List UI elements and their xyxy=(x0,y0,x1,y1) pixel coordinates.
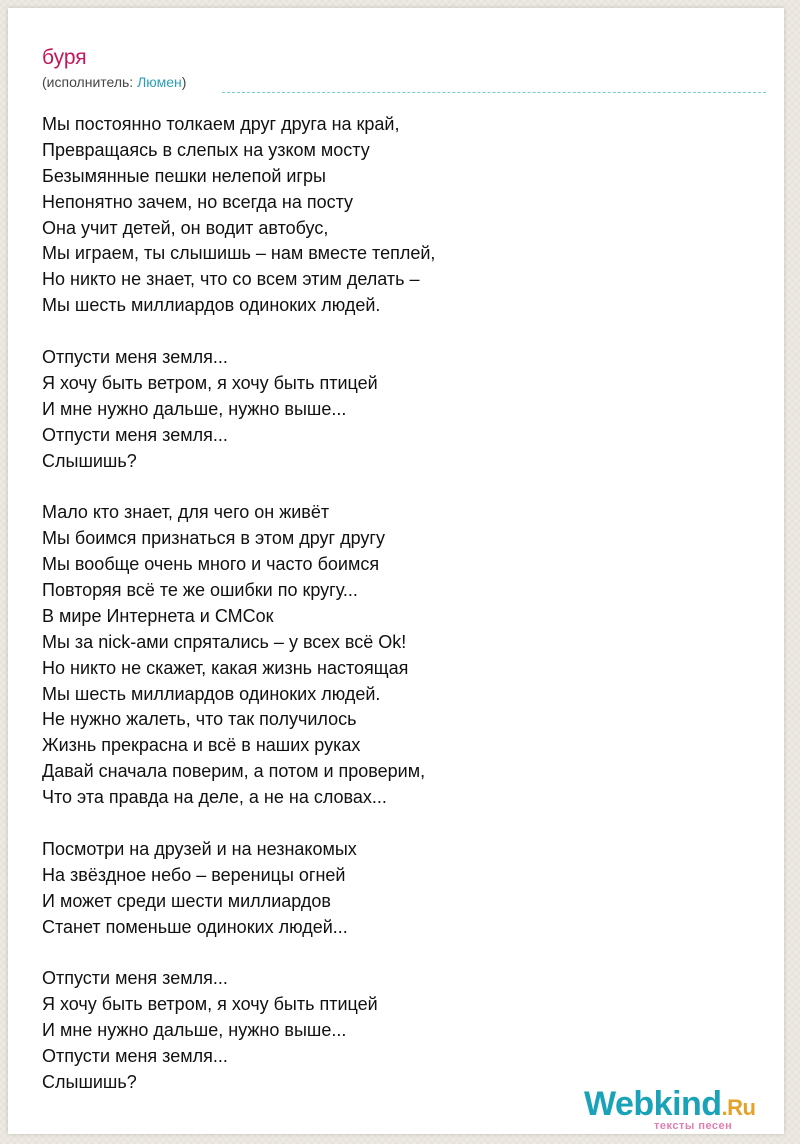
lyric-line: Безымянные пешки нелепой игры xyxy=(42,165,326,186)
lyric-line: Посмотри на друзей и на незнакомых xyxy=(42,838,357,859)
logo-tld: .Ru xyxy=(721,1095,756,1120)
header-divider xyxy=(222,92,766,93)
lyric-line: Станет поменьше одиноких людей... xyxy=(42,916,348,937)
lyric-line: И мне нужно дальше, нужно выше... xyxy=(42,1020,347,1041)
lyric-line: Отпусти меня земля... xyxy=(42,424,228,445)
artist-suffix: ) xyxy=(181,74,187,90)
stanza-gap xyxy=(42,811,762,837)
lyric-line: И может среди шести миллиардов xyxy=(42,890,331,911)
lyric-line: Превращаясь в слепых на узком мосту xyxy=(42,139,370,160)
lyric-line: Слышишь? xyxy=(42,1071,137,1092)
lyric-line: Отпусти меня земля... xyxy=(42,1046,228,1067)
stanza-gap xyxy=(42,941,762,967)
lyric-line: Отпусти меня земля... xyxy=(42,968,228,989)
artist-link[interactable]: Люмен xyxy=(137,74,182,90)
lyric-line: Отпусти меня земля... xyxy=(42,347,228,368)
lyric-line: Мы шесть миллиардов одиноких людей. xyxy=(42,683,381,704)
lyric-line: Но никто не знает, что со всем этим делать – xyxy=(42,269,420,290)
lyrics-card xyxy=(8,8,784,1134)
lyric-line: Не нужно жалеть, что так получилось xyxy=(42,709,357,730)
logo-tagline: тексты песен xyxy=(654,1120,733,1132)
lyric-line: Непонятно зачем, но всегда на посту xyxy=(42,191,354,212)
lyric-line: Мы шесть миллиардов одиноких людей. xyxy=(42,295,381,316)
lyric-line: Жизнь прекрасна и всё в наших руках xyxy=(42,735,361,756)
lyric-line: Давай сначала поверим, а потом и проверим, xyxy=(42,761,426,782)
lyric-line: Она учит детей, он водит автобус, xyxy=(42,217,329,238)
lyric-line: Мы вообще очень много и часто боимся xyxy=(42,554,380,575)
lyric-line: В мире Интернета и СМСок xyxy=(42,605,274,626)
lyric-line: Но никто не скажет, какая жизнь настоящая xyxy=(42,657,409,678)
lyric-line: Что эта правда на деле, а не на словах... xyxy=(42,787,387,808)
logo-brand: Webkind xyxy=(584,1085,722,1123)
lyric-line: И мне нужно дальше, нужно выше... xyxy=(42,398,347,419)
lyric-line: Мы за nick-ами спрятались – у всех всё Ok! xyxy=(42,631,407,652)
artist-prefix: (исполнитель: xyxy=(42,74,138,90)
lyric-line: Мы боимся признаться в этом друг другу xyxy=(42,528,385,549)
lyric-line: Мы играем, ты слышишь – нам вместе теплей, xyxy=(42,243,436,264)
lyric-line: Слышишь? xyxy=(42,450,137,471)
stanza-gap xyxy=(42,319,762,345)
stanza-gap xyxy=(42,474,762,500)
lyric-line: Повторяя всё те же ошибки по кругу... xyxy=(42,580,358,601)
lyric-line: Мы постоянно толкаем друг друга на край, xyxy=(42,114,400,134)
webkind-logo xyxy=(584,1086,784,1136)
lyrics-body xyxy=(42,112,762,1096)
lyric-line: Мало кто знает, для чего он живёт xyxy=(42,502,330,523)
lyric-line: Я хочу быть ветром, я хочу быть птицей xyxy=(42,994,378,1015)
artist-line xyxy=(42,73,186,91)
song-title: буря xyxy=(42,46,87,69)
lyric-line: Я хочу быть ветром, я хочу быть птицей xyxy=(42,372,378,393)
lyric-line: На звёздное небо – вереницы огней xyxy=(42,864,346,885)
